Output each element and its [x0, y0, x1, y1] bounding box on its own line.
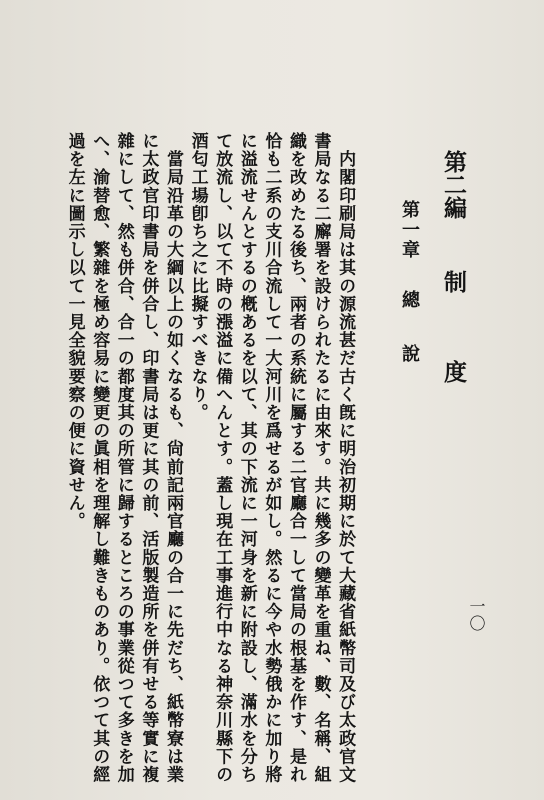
body-text	[62, 132, 357, 784]
body-line: 恰も二系の支川合流して一大河川を爲せるが如し。然るに今や水勢俄かに加り將	[261, 132, 282, 784]
part-heading: 第二編	[440, 150, 467, 219]
body-line: 雜にして、然も併合、合一の都度其の所管に歸するところの事業從つて多きを加	[113, 132, 134, 784]
body-line: に溢流せんとするの槪あるを以て、其の下流に一河身を新に附設し、滿水を分ち	[236, 132, 257, 784]
body-line: 書局なる二廨署を設けられたるに由來す。共に幾多の變革を重ね、數、名稱、組	[310, 132, 331, 784]
body-line: へ、渝替愈、繁雜を極め容易に變更の眞相を理解し難きものあり。依つて其の經	[89, 132, 110, 784]
body-line: て放流し、以て不時の漲溢に備へんとす。蓋し現在工事進行中なる神奈川縣下の	[212, 132, 233, 784]
body-line: 酒匂工場卽ち之に比擬すべきなり。	[187, 132, 208, 422]
chapter-subject: 總 說	[399, 290, 420, 371]
page-number: 一〇	[467, 598, 486, 632]
body-line: 織を改めたる後ち、兩者の系統に屬する二官廳合一して當局の根基を作す、是れ	[285, 132, 306, 784]
body-line: に太政官印書局を併合し、印書局は更に其の前、活版製造所を併有せる等實に複	[138, 132, 159, 784]
chapter-heading: 第一章	[399, 200, 420, 260]
part-subject: 制 度	[440, 270, 467, 405]
body-line: 内閣印刷局は其の源流甚だ古く旣に明治初期に於て大藏省紙幣司及び太政官文	[335, 132, 356, 784]
body-line: 過を左に圖示し以て一見全貌要察の便に資せん。	[64, 132, 85, 531]
body-line: 當局沿革の大綱以上の如くなるも、尙前記兩官廳の合一に先だち、紙幣寮は業	[162, 132, 183, 784]
